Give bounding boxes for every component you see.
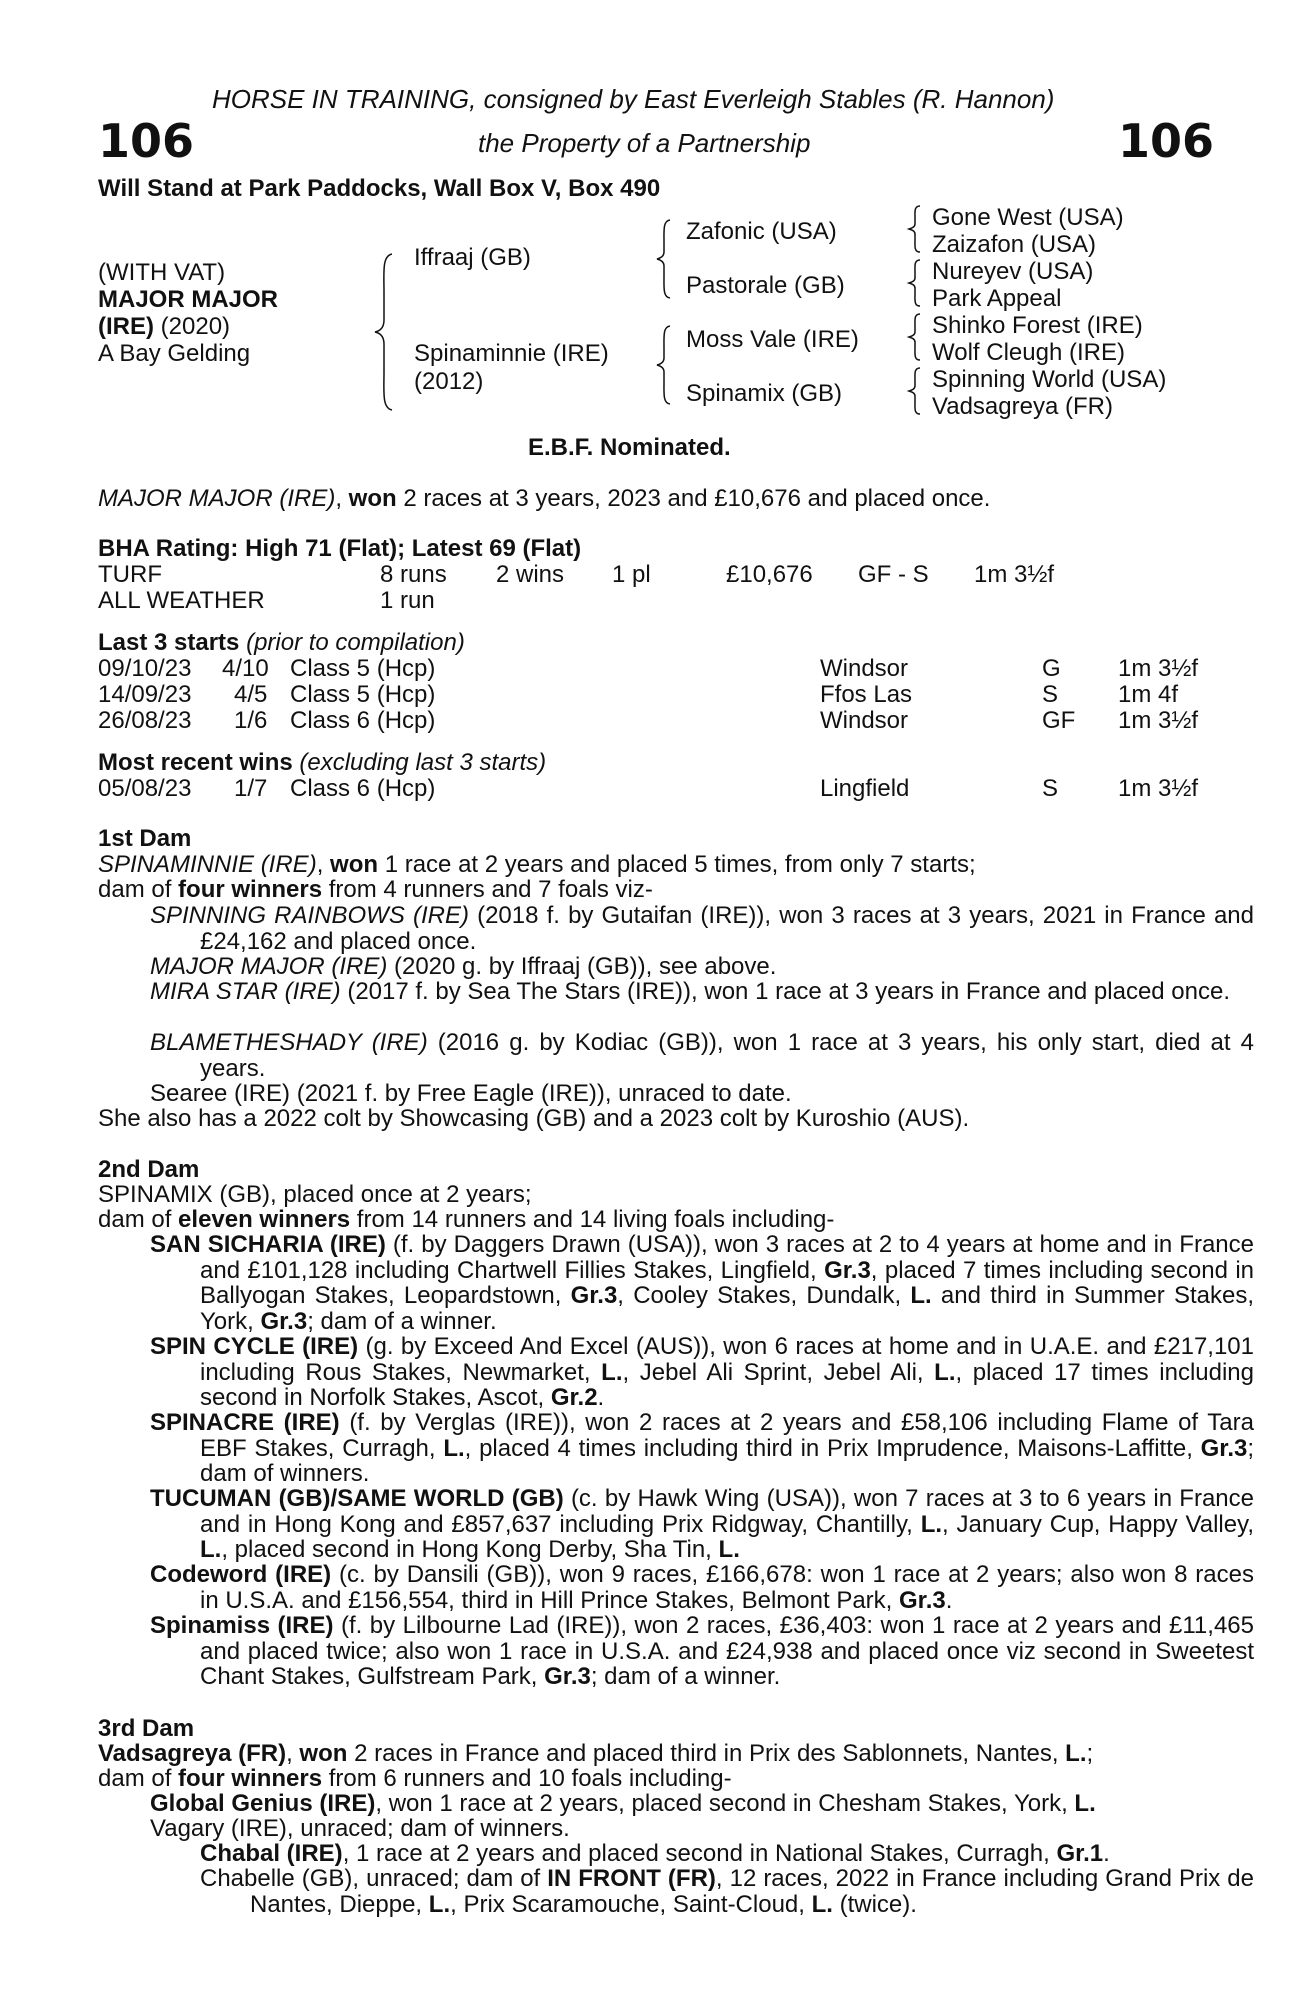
produce-name: BLAMETHESHADY (IRE) — [150, 1029, 428, 1056]
course: Windsor — [820, 707, 909, 734]
dam2-heading: 2nd Dam — [98, 1156, 200, 1183]
produce-text: ; dam of a winner. — [307, 1307, 497, 1335]
distance: 1m 4f — [1118, 681, 1179, 708]
pedigree-g2-4: Spinamix (GB) — [686, 380, 843, 407]
produce-text: , Prix Scaramouche, Saint-Cloud, — [450, 1890, 812, 1918]
produce-text: (2018 f. by Gutaifan (IRE)), won 3 races at 3 years, 2021 in France and £24,162 and placed once. — [200, 902, 1254, 955]
ebf-nomination: E.B.F. Nominated. — [528, 434, 731, 461]
list-item — [150, 1613, 1254, 1690]
prize: £10,676 — [726, 561, 813, 588]
pedigree-brace-3d — [906, 366, 922, 416]
produce-name: IN FRONT (FR) — [547, 1865, 716, 1892]
horse-country: (IRE) — [98, 313, 154, 340]
runs: 1 run — [380, 587, 435, 614]
produce-name: MAJOR MAJOR (IRE) — [150, 953, 388, 980]
grade: Gr.3 — [899, 1586, 946, 1614]
dam1-winners: four winners — [178, 876, 323, 903]
produce-text: (2017 f. by Sea The Stars (IRE)), won 1 race at 3 years in France and placed once. — [340, 978, 1231, 1005]
vat-note: (WITH VAT) — [98, 259, 226, 286]
pedigree-g3-4: Park Appeal — [932, 285, 1062, 312]
dam1-heading: 1st Dam — [98, 825, 192, 852]
horse-origin-year — [98, 314, 230, 340]
produce-text: , 1 race at 2 years and placed second in National Stakes, Curragh, — [342, 1840, 1057, 1867]
produce-text: (g. by Exceed And Excel (AUS)), won 6 races at home and in U.A.E. and £217,101 including Rous Stakes, Newmarket, — [200, 1333, 1254, 1386]
placed: 1 pl — [612, 561, 651, 588]
dam1-line2a: dam of — [98, 876, 179, 903]
dam1-line2c: from 4 runners and 7 foals viz- — [322, 876, 653, 903]
distance: 1m 3½f — [1118, 655, 1199, 682]
position: 4/5 — [234, 681, 268, 708]
dam3-line2c: from 6 runners and 10 foals including- — [322, 1765, 732, 1792]
produce-name: TUCUMAN (GB)/SAME WORLD (GB) — [150, 1485, 564, 1512]
grade: L. — [200, 1536, 222, 1563]
dam3-winners: four winners — [178, 1765, 323, 1792]
pedigree-dam-year: (2012) — [414, 368, 484, 395]
produce-text: , placed second in Hong Kong Derby, Sha Tin, — [221, 1536, 719, 1563]
dam1-won: won — [330, 851, 379, 878]
list-item: Vagary (IRE), unraced; dam of winners. — [150, 1815, 570, 1842]
course: Windsor — [820, 655, 909, 682]
pedigree-brace-1 — [372, 252, 396, 412]
position: 1/7 — [234, 775, 268, 802]
produce-text: (2020 g. by Iffraaj (GB)), see above. — [387, 953, 777, 980]
produce-text: . — [1103, 1840, 1110, 1867]
grade: L. — [428, 1890, 451, 1918]
produce-name: SPINNING RAINBOWS (IRE) — [150, 902, 469, 929]
summary-line — [98, 486, 990, 512]
grade: Gr.2 — [550, 1384, 598, 1411]
list-item — [150, 1030, 1254, 1081]
race-class: Class 6 (Hcp) — [290, 707, 436, 734]
produce-text: , Jebel Ali Sprint, Jebel Ali, — [622, 1358, 935, 1386]
dam3-won: won — [299, 1740, 348, 1767]
produce-text: . — [945, 1586, 953, 1614]
distance: 1m 3½f — [974, 561, 1055, 588]
produce-text: , Cooley Stakes, Dundalk, — [617, 1282, 911, 1309]
produce-text: , placed 4 times including third in Prix Imprudence, Maisons-Laffitte, — [464, 1434, 1201, 1462]
produce-text: (twice). — [832, 1890, 917, 1918]
surface: ALL WEATHER — [98, 587, 265, 614]
produce-text: and third in Summer Stakes, York, — [200, 1282, 1254, 1335]
produce-name: MIRA STAR (IRE) — [150, 978, 341, 1005]
produce-text: (f. by Daggers Drawn (USA)), won 3 races at 2 to 4 years at home and in France and £101,128 including Chartwell Fillies Stakes, Lingfield, — [200, 1231, 1255, 1284]
produce-text: , placed 7 times including second in Ballyogan Stakes, Leopardstown, — [200, 1256, 1255, 1309]
pedigree-brace-3c — [906, 312, 922, 362]
grade: Gr.1 — [1056, 1840, 1104, 1867]
date: 05/08/23 — [98, 775, 192, 802]
dam3-text: ; — [1086, 1740, 1094, 1767]
going: GF — [1042, 707, 1076, 734]
produce-text: , January Cup, Happy Valley, — [942, 1510, 1254, 1538]
summary-horse-name: MAJOR MAJOR (IRE) — [98, 485, 336, 512]
dam3-line2 — [98, 1766, 732, 1792]
list-item — [150, 903, 1254, 954]
dam2-line2c: from 14 runners and 14 living foals including- — [350, 1206, 835, 1233]
recent-heading — [98, 750, 546, 776]
recent-title: Most recent wins — [98, 749, 293, 776]
pedigree-g3-3: Nureyev (USA) — [932, 258, 1094, 285]
produce-text: (2016 g. by Kodiac (GB)), won 1 race at 3 years, his only start, died at 4 years. — [200, 1029, 1254, 1082]
grade: Gr.3 — [824, 1256, 871, 1284]
pedigree-brace-3a — [906, 204, 922, 254]
distance: 1m 3½f — [1118, 775, 1199, 802]
summary-sep: , — [335, 485, 349, 512]
race-class: Class 5 (Hcp) — [290, 681, 436, 708]
list-item — [200, 1866, 1254, 1917]
date: 14/09/23 — [98, 681, 192, 708]
dam3-line2a: dam of — [98, 1765, 179, 1792]
grade: L. — [443, 1434, 465, 1462]
grade: L. — [601, 1358, 623, 1386]
produce-text: (f. by Lilbourne Lad (IRE)), won 2 races, £36,403: won 1 race at 2 years and £11,465 and placed twice; also won 1 race in U.S.A. and £24,938 and placed once viz second in Sweetest Chant Stakes, Gulfstream Park, — [200, 1612, 1254, 1690]
pedigree-g3-7: Spinning World (USA) — [932, 366, 1167, 393]
dam1-name: SPINAMINNIE (IRE) — [98, 851, 317, 878]
dam1-line2 — [98, 877, 653, 903]
going: GF - S — [858, 561, 929, 588]
pedigree-g3-1: Gone West (USA) — [932, 204, 1124, 231]
dam3-heading: 3rd Dam — [98, 1715, 195, 1742]
page-subtitle: the Property of a Partnership — [478, 128, 811, 158]
dam1-footer: She also has a 2022 colt by Showcasing (GB) and a 2023 colt by Kuroshio (AUS). — [98, 1105, 970, 1132]
horse-description: A Bay Gelding — [98, 340, 251, 367]
last3-title: Last 3 starts — [98, 629, 240, 656]
horse-year: (2020) — [154, 313, 231, 340]
produce-name: Chabal (IRE) — [200, 1840, 343, 1867]
position: 1/6 — [234, 707, 268, 734]
grade: L. — [910, 1282, 932, 1309]
produce-text: (c. by Hawk Wing (USA)), won 7 races at 3 to 6 years in France and in Hong Kong and £857,637 including Prix Ridgway, Chantilly, — [200, 1485, 1254, 1538]
horse-name: MAJOR MAJOR — [98, 286, 279, 313]
race-class: Class 6 (Hcp) — [290, 775, 436, 802]
dam2-line2 — [98, 1207, 834, 1233]
date: 09/10/23 — [98, 655, 192, 682]
produce-text: , won 1 race at 2 years, placed second in Chesham Stakes, York, — [375, 1790, 1075, 1817]
list-item — [150, 1334, 1254, 1411]
produce-text: (c. by Dansili (GB)), won 9 races, £166,678: won 1 race at 2 years; also won 8 races in U.S.A. and £156,554, third in Hill Prince Stakes, Belmont Park, — [200, 1561, 1254, 1614]
lot-number-left: 106 — [98, 114, 195, 168]
produce-name: SPIN CYCLE (IRE) — [150, 1333, 359, 1360]
pedigree-g3-2: Zaizafon (USA) — [932, 231, 1097, 258]
dam3-name: Vadsagreya (FR) — [98, 1740, 287, 1767]
produce-text: , placed 17 times including second in Norfolk Stakes, Ascot, — [200, 1358, 1255, 1411]
dam2-winners: eleven winners — [178, 1206, 351, 1233]
position: 4/10 — [222, 655, 269, 682]
produce-name: Codeword (IRE) — [150, 1561, 332, 1588]
produce-text: Searee (IRE) (2021 f. by Free Eagle (IRE)), unraced to date. — [150, 1080, 792, 1107]
grade: Gr.3 — [544, 1663, 591, 1690]
pedigree-g2-1: Zafonic (USA) — [686, 218, 837, 245]
surface: TURF — [98, 561, 162, 588]
grade: L. — [920, 1510, 943, 1538]
produce-name: Spinamiss (IRE) — [150, 1612, 334, 1639]
dam3-line1 — [98, 1741, 1093, 1767]
lot-number-right: 106 — [1118, 114, 1215, 168]
pedigree-g2-2: Pastorale (GB) — [686, 272, 845, 299]
recent-note: (excluding last 3 starts) — [292, 749, 547, 776]
dam2-line1: SPINAMIX (GB), placed once at 2 years; — [98, 1181, 532, 1208]
last3-note: (prior to compilation) — [239, 629, 465, 656]
last3-heading — [98, 630, 465, 656]
produce-text: , 12 races, 2022 in France including Grand Prix de Nantes, Dieppe, — [250, 1865, 1255, 1918]
pedigree-g2-3: Moss Vale (IRE) — [686, 326, 859, 353]
dam2-line2a: dam of — [98, 1206, 179, 1233]
race-class: Class 5 (Hcp) — [290, 655, 436, 682]
list-item — [150, 1486, 1254, 1563]
produce-name: Global Genius (IRE) — [150, 1790, 376, 1817]
summary-won: won — [348, 485, 397, 512]
grade: L. — [1074, 1790, 1096, 1817]
pedigree-brace-3b — [906, 258, 922, 308]
produce-text: (f. by Verglas (IRE)), won 2 races at 2 years and £58,106 including Flame of Tara EBF Stakes, Curragh, — [200, 1409, 1254, 1462]
pedigree-dam: Spinaminnie (IRE) — [414, 340, 609, 367]
course: Ffos Las — [820, 681, 913, 708]
going: S — [1042, 775, 1059, 802]
pedigree-g3-8: Vadsagreya (FR) — [932, 393, 1113, 420]
produce-name: SAN SICHARIA (IRE) — [150, 1231, 386, 1258]
produce-text: Chabelle (GB), unraced; dam of — [200, 1865, 548, 1892]
page-title: HORSE IN TRAINING, consigned by East Everleigh Stables (R. Hannon) — [212, 84, 1055, 114]
list-item — [150, 1562, 1254, 1613]
date: 26/08/23 — [98, 707, 192, 734]
grade: Gr.3 — [260, 1307, 308, 1335]
grade: L. — [1065, 1740, 1087, 1767]
produce-name: SPINACRE (IRE) — [150, 1409, 340, 1436]
pedigree-sire: Iffraaj (GB) — [414, 244, 531, 271]
pedigree-g3-5: Shinko Forest (IRE) — [932, 312, 1143, 339]
list-item — [150, 1081, 1204, 1107]
dam1-rest: 1 race at 2 years and placed 5 times, from only 7 starts; — [378, 851, 976, 878]
pedigree-brace-2b — [654, 324, 672, 406]
going: G — [1042, 655, 1061, 682]
wins: 2 wins — [496, 561, 565, 588]
produce-text: . — [597, 1384, 605, 1411]
grade: Gr.3 — [570, 1282, 618, 1309]
distance: 1m 3½f — [1118, 707, 1199, 734]
rating-heading: BHA Rating: High 71 (Flat); Latest 69 (Flat) — [98, 535, 582, 562]
going: S — [1042, 681, 1059, 708]
pedigree-g3-6: Wolf Cleugh (IRE) — [932, 339, 1125, 366]
runs: 8 runs — [380, 561, 447, 588]
list-item — [150, 1410, 1254, 1487]
list-item — [200, 1841, 1110, 1867]
grade: Gr.3 — [1200, 1434, 1248, 1462]
stall-location: Will Stand at Park Paddocks, Wall Box V, Box 490 — [98, 175, 661, 202]
produce-text: ; dam of a winner. — [590, 1663, 781, 1690]
list-item — [150, 1232, 1254, 1334]
dam3-text: 2 races in France and placed third in Prix des Sablonnets, Nantes, — [347, 1740, 1066, 1767]
grade: L. — [718, 1536, 740, 1563]
grade: L. — [934, 1358, 956, 1386]
dam3-sep: , — [286, 1740, 300, 1767]
list-item — [150, 1791, 1096, 1817]
dam1-line1: SPINAMINNIE (IRE), won 1 race at 2 years and placed 5 times, from only 7 starts; — [98, 851, 976, 878]
grade: L. — [811, 1890, 833, 1918]
list-item — [150, 954, 1204, 980]
summary-rest: 2 races at 3 years, 2023 and £10,676 and placed once. — [396, 485, 991, 512]
pedigree-brace-2a — [654, 218, 672, 300]
produce-text: ; dam of winners. — [200, 1434, 1255, 1487]
course: Lingfield — [820, 775, 910, 802]
list-item — [150, 979, 1254, 1005]
